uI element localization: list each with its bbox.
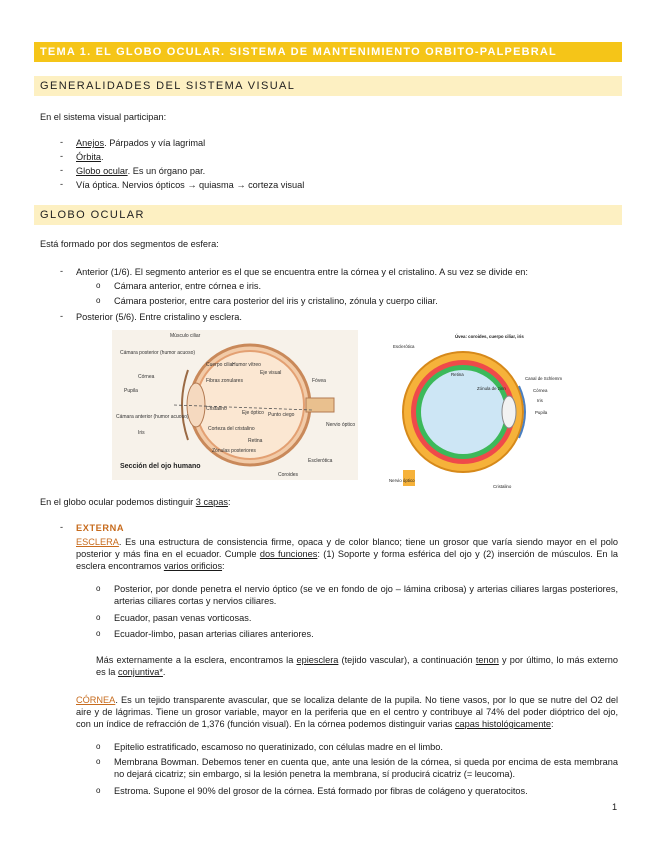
term-capas-histologicamente: capas histológicamente: [454, 719, 551, 729]
label-humor-vitreo: Humor vítreo: [232, 362, 261, 368]
segmento-posterior: Posterior (5/6). Entre cristalino y esclera.: [76, 312, 242, 322]
main-title: TEMA 1. EL GLOBO OCULAR. SISTEMA DE MANTENIMIENTO ORBITO-PALPEBRAL: [40, 46, 557, 58]
section-bar-globo-ocular: [34, 205, 622, 225]
section-title-generalidades: GENERALIDADES DEL SISTEMA VISUAL: [40, 80, 296, 92]
label-pupila: Pupila: [535, 410, 548, 415]
term-tenon: tenon: [475, 655, 499, 665]
term-dos-funciones: dos funciones: [259, 549, 318, 559]
camara-posterior: Cámara posterior, entre cara posterior del iris y cristalino, zónula y cuerpo ciliar.: [114, 296, 438, 306]
cornea-capa-bowman: Membrana Bowman. Debemos tener en cuenta que, ante una lesión de la córnea, si queda por encima de esta membrana no dejará cicatriz; sin embargo, si la lesión penetra la membrana, sí producirá cicatriz (= leucoma).: [114, 757, 618, 779]
label-cuerpo-ciliar: Cuerpo ciliar: [206, 362, 235, 368]
mas-text-a: Más externamente a la esclera, encontramos la: [96, 655, 297, 665]
capas-externas-paragraph: [96, 654, 618, 678]
orificio-posterior: Posterior, por donde penetra el nervio óptico (se ve en fondo de ojo – lámina cribosa) y arterias ciliares largas posteriores, arterias ciliares cortas y nervios ciliares.: [114, 584, 618, 606]
label-camara-posterior: Cámara posterior (humor acuoso): [120, 350, 196, 356]
term-conjuntiva: conjuntiva*: [117, 667, 163, 677]
figure-caption: Sección del ojo humano: [120, 463, 201, 470]
bullet-circle: o: [96, 742, 101, 751]
bullet-circle: o: [96, 613, 101, 622]
eye-layers-figure: [385, 330, 565, 490]
section-title-globo-ocular: GLOBO OCULAR: [40, 209, 145, 221]
label-uvea: Úvea: coroides, cuerpo ciliar, iris: [455, 334, 524, 339]
label-corteza-cristalino: Corteza del cristalino: [208, 426, 255, 432]
label-canal-schlemm: Canal de Schlemm: [525, 376, 563, 381]
label-pupila: Pupila: [124, 388, 138, 394]
label-fibras-zonulares: Fibras zonulares: [206, 378, 243, 384]
label-fovea: Fóvea: [312, 378, 326, 384]
label-nervio-optico: Nervio óptico: [326, 422, 356, 428]
term-epiesclera: epiesclera: [296, 655, 339, 665]
mas-text-b: (tejido vascular), a continuación: [338, 655, 476, 665]
label-musculo-ciliar: Músculo ciliar: [170, 333, 201, 339]
externa-title: EXTERNA: [76, 523, 125, 533]
orificio-ecuador-limbo: Ecuador-limbo, pasan arterias ciliares anteriores.: [114, 629, 314, 639]
label-iris: Iris: [537, 398, 543, 403]
bullet-circle: o: [96, 584, 101, 593]
bullet-dash: -: [60, 311, 64, 321]
label-nervio-optico: Nervio óptico: [389, 478, 415, 483]
bullet-dash: -: [60, 165, 64, 175]
cornea-capa-estroma: Estroma. Supone el 90% del grosor de la córnea. Está formado por fibras de colágeno y queratocitos.: [114, 786, 528, 796]
orificio-ecuador: Ecuador, pasan venas vorticosas.: [114, 613, 252, 623]
capas-intro-text: En el globo ocular podemos distinguir: [40, 497, 196, 507]
cornea-capa-epitelio: Epitelio estratificado, escamoso no queratinizado, con células madre en el limbo.: [114, 742, 443, 752]
bullet-circle: o: [96, 296, 101, 305]
esclera-text-c: :: [222, 561, 225, 571]
label-retina: Retina: [451, 372, 464, 377]
term-anejos: Anejos: [76, 138, 105, 148]
cornea-paragraph: [76, 694, 618, 730]
term-cornea: CÓRNEA: [76, 695, 116, 705]
label-iris: Iris: [138, 430, 145, 436]
mas-text-c: y por último, lo más externo es la: [96, 655, 618, 677]
term-globo-ocular: Globo ocular: [76, 166, 128, 176]
bullet-circle: o: [96, 629, 101, 638]
main-title-bar: [34, 42, 622, 62]
capas-intro: [40, 496, 231, 508]
page-number: 1: [612, 802, 618, 812]
bullet-dash: -: [60, 522, 64, 532]
term-esclera: ESCLERA: [76, 537, 119, 547]
label-zonula-zinn: Zónula de zinn: [477, 386, 506, 391]
list-item: [76, 151, 104, 163]
bullet-circle: o: [96, 281, 101, 290]
list-item-via-optica: Vía óptica. Nervios ópticos → quiasma → corteza visual: [76, 180, 305, 190]
general-intro: En el sistema visual participan:: [40, 112, 167, 122]
eye-section-figure: [112, 330, 358, 480]
capas-count: 3 capas: [195, 497, 228, 507]
label-zonulas-posteriores: Zónulas posteriores: [212, 448, 256, 454]
label-esclerotica: Esclerótica: [393, 344, 415, 349]
section-bar-generalidades: [34, 76, 622, 96]
label-cristalino: Cristalino: [206, 406, 227, 412]
label-eje-optico: Eje óptico: [242, 410, 264, 416]
label-esclerotica: Esclerótica: [308, 458, 333, 464]
lens-shape: [187, 383, 205, 427]
cornea-text-b: :: [550, 719, 554, 729]
bullet-dash: -: [60, 179, 64, 189]
lens-shape: [502, 396, 516, 428]
label-cornea: Córnea: [138, 374, 155, 380]
item-text: . Es un órgano par.: [127, 166, 206, 176]
bullet-dash: -: [60, 137, 64, 147]
cornea-text-a: . Es un tejido transparente avascular, que se localiza delante de la pupila. No tiene vasos, por lo que se nutre del O2 del aire y de lágrimas. Tiene un grosor variable, mayor en la periferia que en el centro y contribuye al 74% del poder dióptrico del ojo, con un índice de refracción de 1,376 (función visual). En la córnea podemos distinguir varias: [76, 695, 618, 729]
esclera-text-a: . Es una estructura de consistencia firme, opaca y de color blanco; tiene un grosor que varía siendo mayor en el polo posterior y más fina en el ecuador. Cumple: [76, 537, 618, 559]
label-cristalino: Cristalino: [493, 484, 512, 489]
label-camara-anterior: Cámara anterior (humor acuoso): [116, 414, 189, 420]
label-retina: Retina: [248, 438, 263, 444]
list-item: [76, 137, 205, 149]
capas-colon: :: [227, 497, 231, 507]
list-item: [76, 165, 205, 177]
esclera-text-b: : (1) Soporte y forma esférica del ojo y (2) inserción de músculos. En la esclera encontramos: [76, 549, 618, 571]
mas-text-d: .: [162, 667, 166, 677]
bullet-circle: o: [96, 786, 101, 795]
label-eje-visual: Eje visual: [260, 370, 282, 376]
label-cornea: Córnea: [533, 388, 548, 393]
segmento-anterior: Anterior (1/6). El segmento anterior es el que se encuentra entre la córnea y el cristalino. A su vez se divide en:: [76, 267, 528, 277]
term-varios-orificios: varios orificios: [163, 561, 223, 571]
label-coroides: Coroides: [278, 472, 299, 478]
camara-anterior: Cámara anterior, entre córnea e iris.: [114, 281, 262, 291]
esclera-paragraph: [76, 536, 618, 572]
item-text: . Párpados y vía lagrimal: [104, 138, 206, 148]
bullet-circle: o: [96, 757, 101, 766]
vitreous-layer: [421, 370, 505, 454]
label-punto-ciego: Punto ciego: [268, 412, 295, 418]
bullet-dash: -: [60, 266, 64, 276]
globo-intro: Está formado por dos segmentos de esfera:: [40, 239, 219, 249]
term-orbita: Órbita: [76, 152, 102, 162]
bullet-dash: -: [60, 151, 64, 161]
item-text: .: [101, 152, 104, 162]
